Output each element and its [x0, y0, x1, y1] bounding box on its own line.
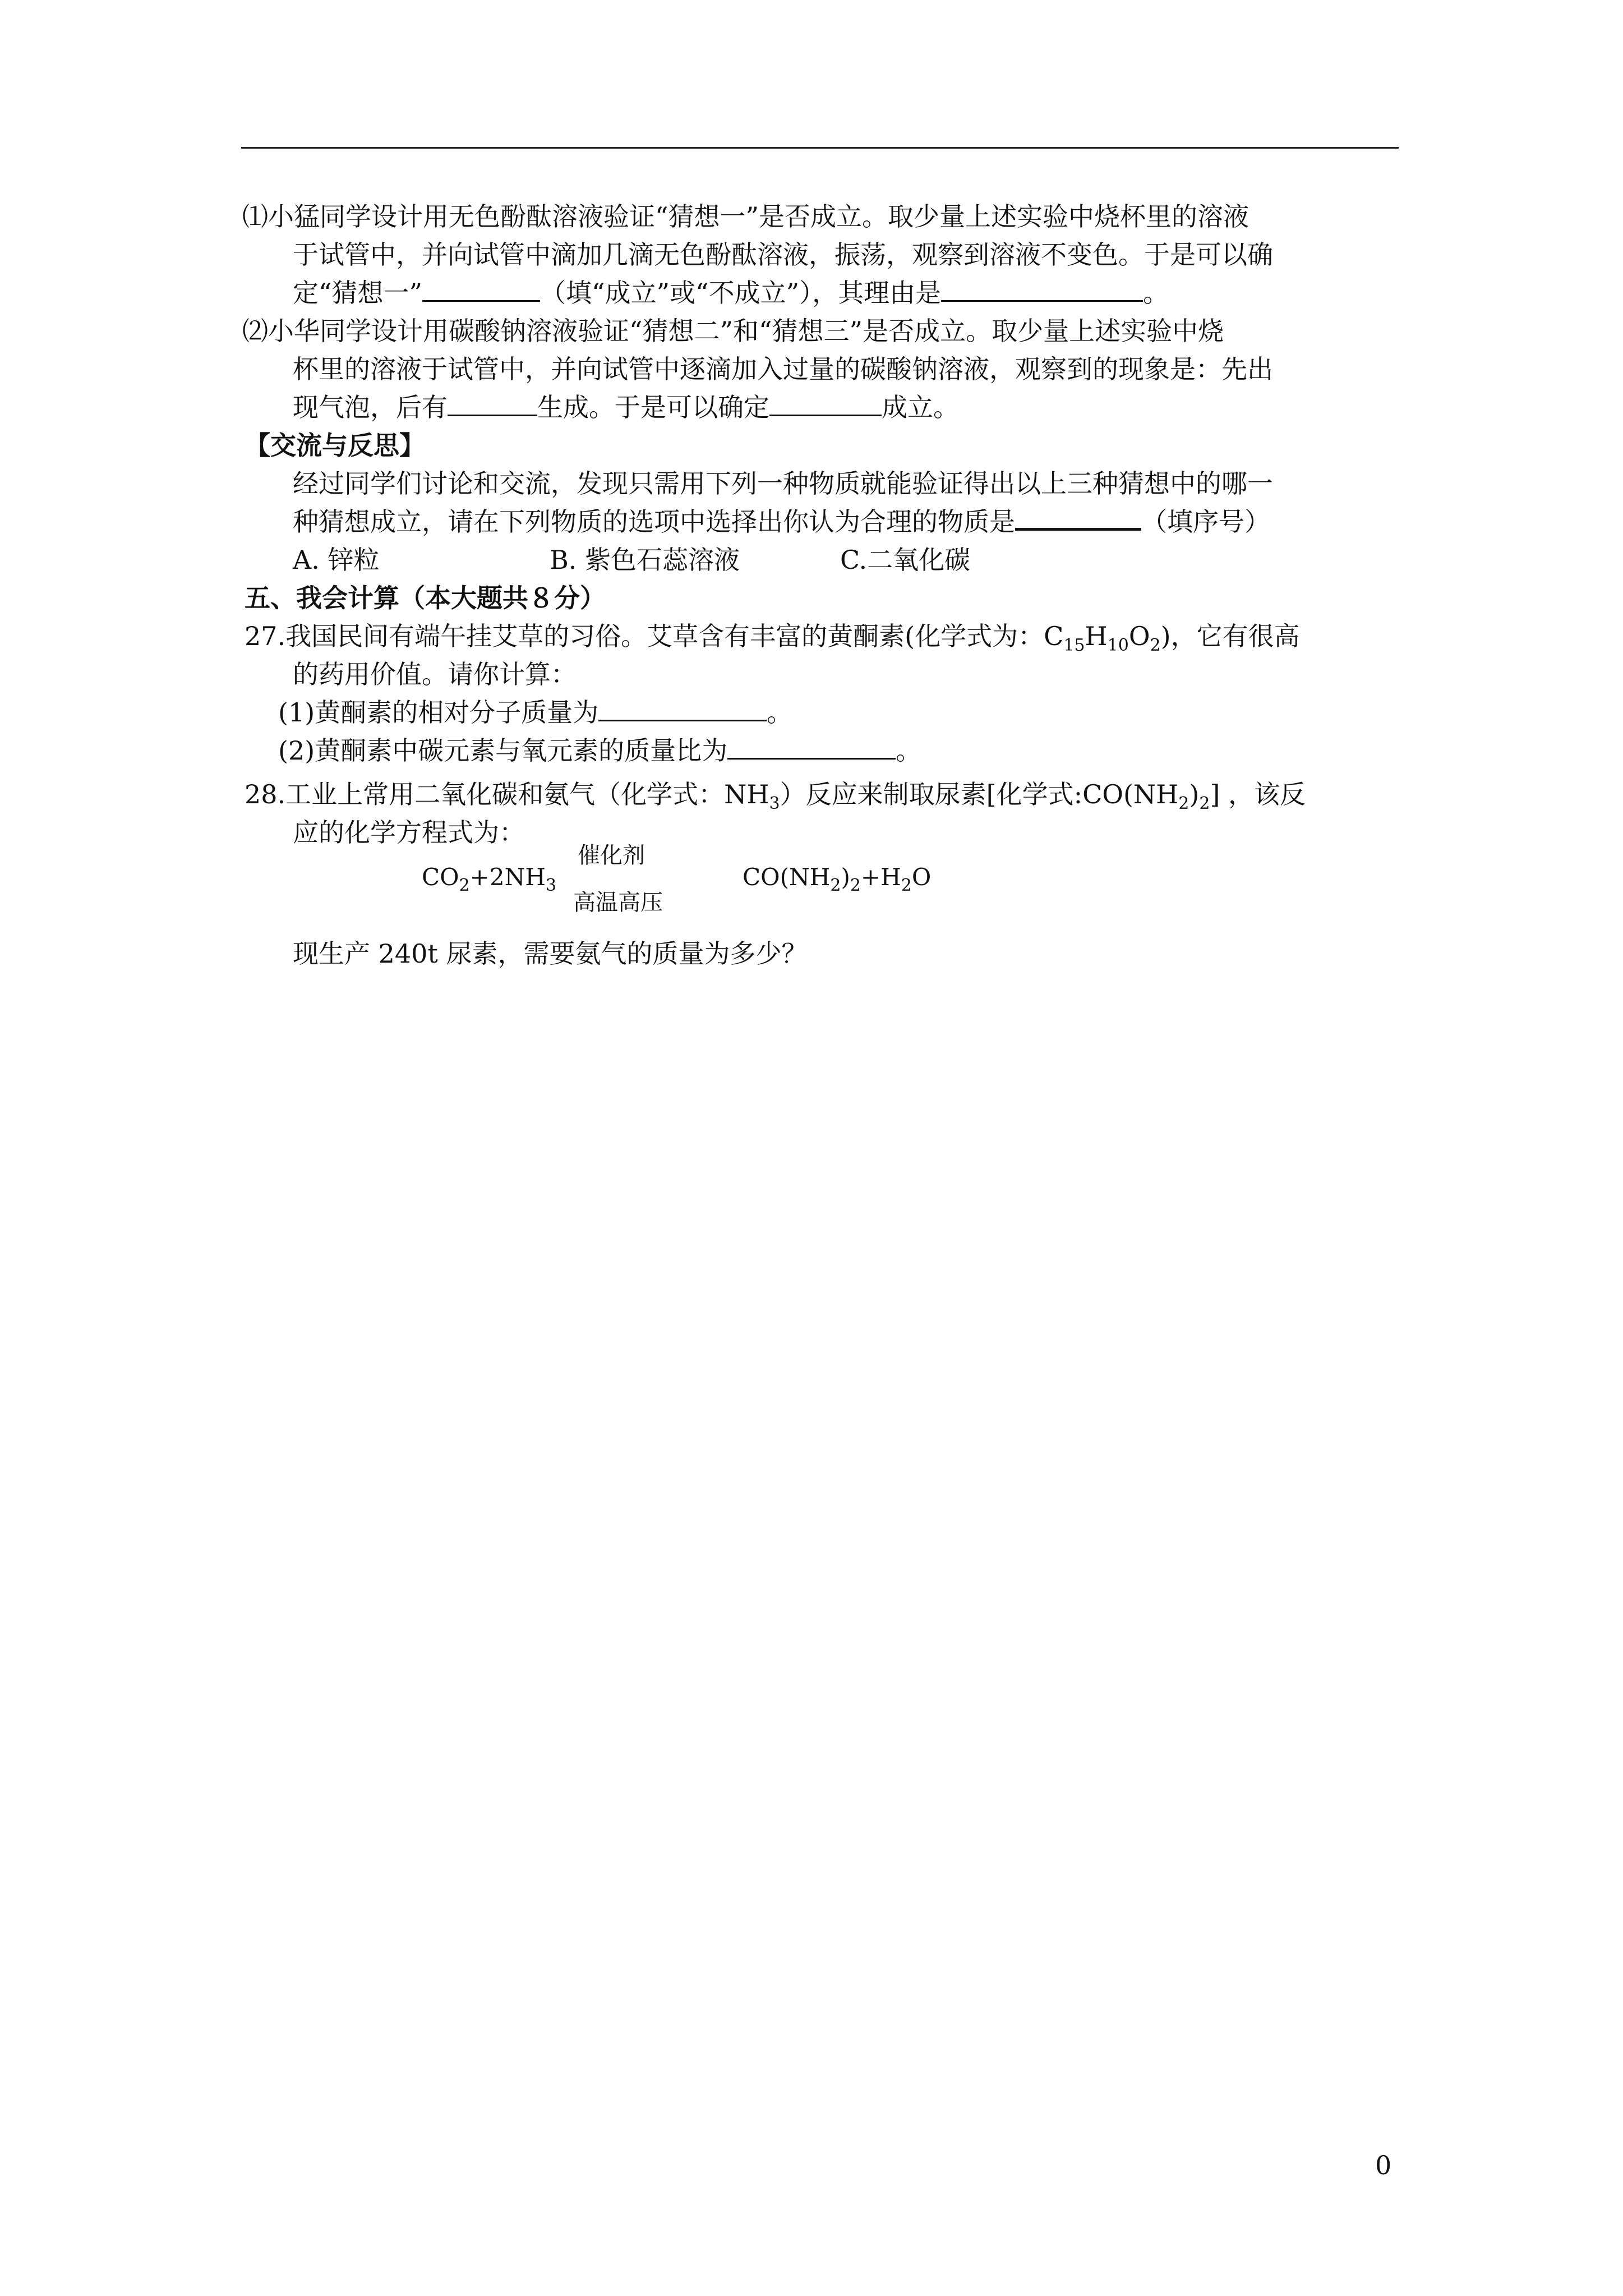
equation-reactants: $CO_2+2NH_3$: [422, 863, 557, 895]
q26-part2-line2: 杯里的溶液于试管中，并向试管中逐滴加入过量的碳酸钠溶液，观察到的现象是：先出: [293, 354, 1273, 384]
q26-part2-line3: 现气泡，后有 生成。于是可以确定 成立。: [293, 392, 959, 422]
answer-blank-precipitate[interactable]: [448, 392, 537, 416]
answer-blank-hypothesis[interactable]: [769, 392, 882, 416]
equation-conditions: 高温高压: [573, 890, 663, 915]
q27-line1: 27.我国民间有端午挂艾草的习俗。艾草含有丰富的黄酮素(化学式为：$C_{15}H_{10}O_2$)，它有很高: [245, 621, 1300, 655]
q27-subquestion2: (2)黄酮素中碳元素与氧元素的质量比为 。: [278, 735, 922, 766]
answer-blank-reason[interactable]: [941, 278, 1143, 302]
reflection-line2: 种猜想成立，请在下列物质的选项中选择出你认为合理的物质是 （填序号）: [293, 507, 1270, 537]
q28-line2: 应的化学方程式为：: [293, 817, 525, 848]
options-row: [293, 543, 1078, 577]
header-rule: [241, 147, 1399, 149]
option-a: A. 锌粒: [293, 545, 380, 575]
q26-part2-line1: ⑵小华同学设计用碳酸钠溶液验证“猜想二”和“猜想三”是否成立。取少量上述实验中烧: [242, 316, 1224, 346]
q26-part1-line1: ⑴小猛同学设计用无色酚酞溶液验证“猜想一”是否成立。取少量上述实验中烧杯里的溶液: [242, 201, 1249, 232]
q28-line1: 28.工业上常用二氧化碳和氨气（化学式：$NH_3$）反应来制取尿素[化学式$:CO(NH_2)_2$] ，该反: [245, 779, 1306, 813]
reflection-line1: 经过同学们讨论和交流，发现只需用下列一种物质就能验证得出以上三种猜想中的哪一: [293, 468, 1273, 499]
q28-question: 现生产 240t 尿素，需要氨气的质量为多少？: [293, 938, 808, 969]
answer-blank-choice[interactable]: [1015, 505, 1141, 531]
page-number: 0: [1375, 2150, 1392, 2180]
q27-subquestion1: (1)黄酮素的相对分子质量为 。: [278, 697, 793, 728]
equation-catalyst: 催化剂: [578, 843, 645, 868]
q27-line2: 的药用价值。请你计算：: [293, 659, 577, 689]
q26-part1-line3: 定“猜想一” （填“成立”或“不成立”），其理由是 。: [293, 278, 1169, 308]
answer-blank-hypothesis1[interactable]: [422, 278, 540, 302]
option-c: C.二氧化碳: [840, 545, 971, 575]
option-b: B. 紫色石蕊溶液: [550, 545, 740, 575]
q26-part1-line2: 于试管中，并向试管中滴加几滴无色酚酞溶液，振荡，观察到溶液不变色。于是可以确: [293, 240, 1273, 270]
equation-products: $CO(NH_2)_2+H_2O$: [743, 863, 932, 895]
answer-blank-molar-mass[interactable]: [598, 697, 767, 721]
answer-blank-mass-ratio[interactable]: [727, 735, 896, 760]
section5-heading: 五、我会计算（本大题共８分）: [245, 583, 606, 613]
reflection-heading: 【交流与反思】: [245, 430, 425, 461]
